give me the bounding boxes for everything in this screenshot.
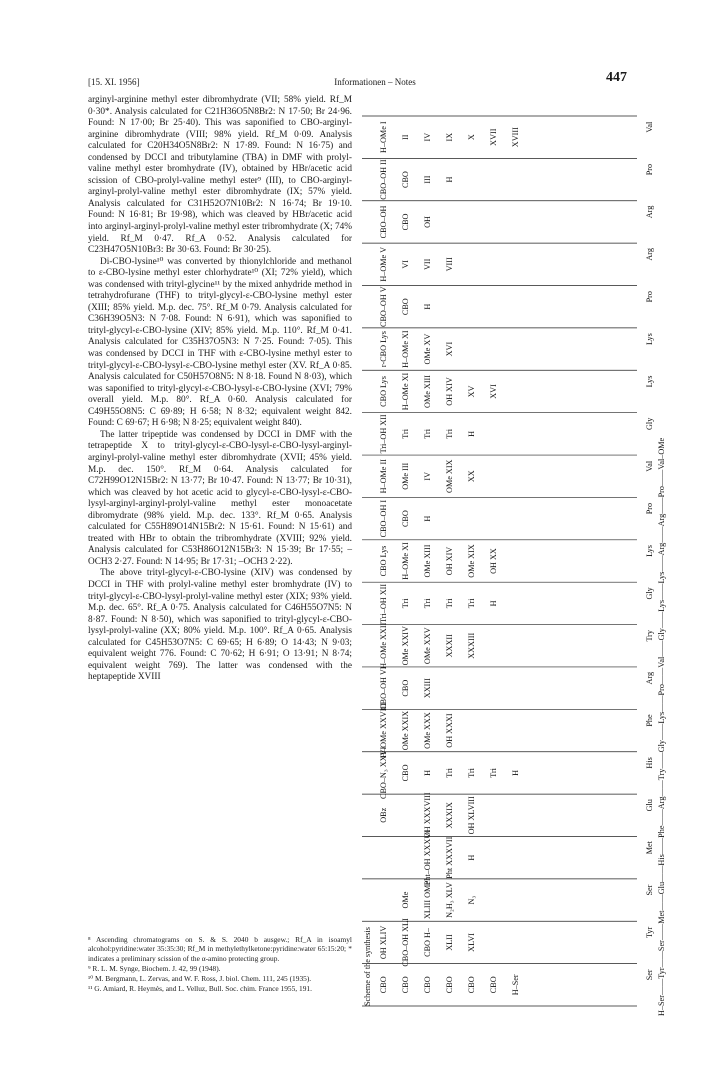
residue-label: Lys — [645, 545, 654, 557]
header-date: [15. XI. 1956] — [88, 77, 140, 87]
scheme-cell: CBO–OH — [379, 205, 388, 239]
scheme-cell: XVII — [489, 128, 498, 146]
scheme-cell: CBO — [379, 976, 388, 994]
scheme-cell: OMe III — [401, 462, 410, 490]
footnote-11: ¹¹ G. Amiard, R. Heymès, and L. Velluz, Bull. Soc. chim. France 1955, 191. — [88, 983, 312, 993]
scheme-cell: Tri — [445, 768, 454, 778]
scheme-cell: CBO — [401, 298, 410, 316]
residue-label: Pro — [645, 502, 654, 515]
scheme-cell: II — [401, 134, 410, 140]
scheme-cell: H–OMe XI — [401, 372, 410, 411]
residue-label: Lys — [645, 333, 654, 346]
scheme-cell: OH XIV — [445, 377, 454, 406]
scheme-cell: OH XIV — [445, 546, 454, 576]
scheme-cell: IV — [423, 132, 432, 142]
scheme-cell: XXXIII — [467, 632, 476, 659]
scheme-cell: N₂H₃ XLV — [445, 882, 454, 918]
scheme-cell: XV — [467, 385, 476, 398]
scheme-cell: CBO–OH VI — [379, 666, 388, 710]
scheme-cell: X — [467, 134, 476, 141]
header-section: Informationen – Notes — [334, 77, 416, 87]
scheme-cell: OH XXXVIII — [423, 792, 432, 839]
scheme-cell: CBO–OH II — [379, 159, 388, 200]
residue-label: Phe — [645, 714, 654, 727]
scheme-cell: CBO — [401, 171, 410, 188]
scheme-cell: OMe XIII — [423, 544, 432, 578]
scheme-cell: H — [511, 769, 520, 776]
scheme-cell: H–OMe XI — [401, 542, 410, 580]
scheme-cell: H–OMe I — [379, 121, 388, 153]
scheme-cell: H — [423, 303, 432, 310]
scheme-cell: XLIII OMe — [423, 881, 432, 920]
scheme-cell: XXXIX — [445, 802, 454, 829]
scheme-cell: VI — [401, 260, 410, 269]
residue-label: Arg — [645, 671, 654, 685]
scheme-cell: CBO — [401, 976, 410, 994]
scheme-cell: XVIII — [511, 127, 520, 148]
scheme-cell: CBO — [423, 976, 432, 994]
scheme-cell: H — [467, 430, 476, 437]
scheme-title: Scheme of the synthesis — [363, 927, 372, 1006]
footnote-9: ⁹ R. L. M. Synge, Biochem. J. 42, 99 (1948). — [88, 963, 221, 973]
scheme-cell: CBO–OH V — [379, 286, 388, 328]
residue-label: His — [645, 757, 654, 769]
scheme-cell: Pht–OH XXXVI — [423, 830, 432, 886]
scheme-cell: CBO Lys — [379, 545, 388, 577]
sequence-line: H–Ser——Tyr——Ser——Met——Glu——His——Phe——Arg——Try——Gly——Lys——Pro——Val——Gly——Lys——Lys——Arg——Arg——Pro——Val–OMe — [657, 437, 666, 1016]
residue-label: Lys — [645, 375, 654, 388]
scheme-cell: OH XX — [489, 548, 498, 574]
scheme-cell: OMe XV — [423, 333, 432, 365]
synthesis-scheme — [362, 96, 672, 1026]
scheme-cell: OMe XXX — [423, 712, 432, 749]
scheme-cell: Tri — [401, 428, 410, 439]
residue-label: Pro — [645, 291, 654, 303]
scheme-cell: N₃ — [467, 895, 476, 905]
paragraph-1: arginyl-arginine methyl ester dibromhydrate (VII; 58% yield. Rf_M 0·30*. Analysis calculated for C21H36O5N8Br2: N 17·50; Br 24·96. Found: N 17·00; Br 25·40). This was saponified to CBO-arginyl-arginine dibromhydrate (VIII; 98% yield. Rf_M 0·09. Analysis calculated for C20H34O5N8Br2: N 17·89. Found: N 16·75) and condensed by DCCI and tributylamine (TBA) in DMF with prolyl-valine methyl ester bromhydrate (IV), obtained by HBr/acetic acid scission of CBO-prolyl-valine methyl ester⁹ (III), to CBO-arginyl-arginyl-prolyl-valine methyl ester dibromhydrate (IX; 57% yield. Analysis calculated for C31H52O7N10Br2: N 16·74; Br 19·10. Found: N 16·81; Br 19·98), which was cleaved by HBr/acetic acid into arginyl-arginyl-prolyl-valine methyl ester tribromhydrate (X; 74% yield. Rf_M 0·47. Rf_A 0·52. Analysis calculated for C23H47O5N10Br3: Br 30·63. Found: Br 30·25). — [88, 95, 352, 256]
scheme-cell: H — [445, 176, 454, 183]
scheme-cell: OBz — [379, 807, 388, 823]
scheme-cell: VIII — [445, 257, 454, 272]
residue-label: Gly — [645, 587, 654, 600]
scheme-cell: OMe XIX — [467, 544, 476, 578]
scheme-cell: H–Ser — [511, 974, 520, 996]
residue-label: Val — [645, 121, 654, 133]
scheme-cell: H — [467, 854, 476, 861]
residue-label: Val — [645, 460, 654, 472]
scheme-cell: r-CBO Lys — [379, 331, 388, 368]
scheme-cell: CBO–OH I — [379, 499, 388, 538]
body-text-column — [88, 95, 352, 684]
scheme-cell: Tri–OH XII — [379, 583, 388, 623]
scheme-cell: CBO — [467, 976, 476, 994]
scheme-cell: CBO Lys — [379, 376, 388, 407]
scheme-cell: CBO — [401, 764, 410, 782]
footnote-10: ¹⁰ M. Bergmann, L. Zervas, and W. F. Ross, J. biol. Chem. 111, 245 (1935). — [88, 973, 312, 983]
scheme-cell: H–OMe XXII — [379, 622, 388, 669]
scheme-cell: OMe XXV — [423, 627, 432, 665]
residue-label: Ser — [645, 969, 654, 981]
residue-label: Arg — [645, 205, 654, 219]
scheme-cell: H–OMe XI — [401, 330, 410, 368]
scheme-cell: OH XLVIII — [467, 796, 476, 835]
scheme-cell: H — [423, 769, 432, 776]
page-number: 447 — [606, 70, 627, 85]
scheme-cell: Tri — [423, 598, 432, 609]
scheme-cell: CBO H– — [423, 927, 432, 957]
scheme-cell: Pht XXXVII — [445, 836, 454, 879]
scheme-cell: VII — [423, 258, 432, 271]
scheme-cell: XLII — [445, 934, 454, 951]
scheme-cell: OH XLIV — [379, 925, 388, 960]
scheme-cell: Tri — [489, 768, 498, 778]
scheme-cell: IX — [445, 132, 454, 142]
scheme-cell: OMe XXIX — [401, 710, 410, 751]
scheme-cell: XXIII — [423, 678, 432, 699]
scheme-cell: Tri–OH XII — [379, 414, 388, 454]
scheme-cell: CBO — [489, 976, 498, 994]
scheme-cell: XVI — [445, 341, 454, 357]
scheme-cell: CBO — [445, 976, 454, 994]
scheme-cell: III — [423, 175, 432, 184]
residue-label: Try — [645, 629, 654, 642]
scheme-cell: OMe — [401, 891, 410, 909]
scheme-cell: OMe XIII — [423, 374, 432, 408]
scheme-cell: H — [489, 600, 498, 607]
scheme-cell: H — [423, 515, 432, 522]
scheme-cell: OMe XXIV — [401, 626, 410, 666]
scheme-cell: H–OMe V — [379, 247, 388, 282]
scheme-cell: OMe XIX — [445, 459, 454, 493]
scheme-cell: Tri — [423, 428, 432, 439]
scheme-cell: OH — [423, 216, 432, 228]
residue-label: Gly — [645, 417, 654, 430]
paragraph-3: The latter tripeptide was condensed by DCCI in DMF with the tetrapeptide X to trityl-glycyl-ε-CBO-lysyl-ε-CBO-lysyl-arginyl-arginyl-prolyl-valine methyl ester dibromhydrate (XVII; 45% yield. M.p. dec. 150°. Rf_M 0·64. Analysis calculated for C72H99O12N15Br2: N 13·77; Br 10·47. Found: N 13·77; Br 10·31), which was cleaved by hot acetic acid to glycyl-ε-CBO-lysyl-ε-CBO-lysyl-arginyl-arginyl-prolyl-valine methyl ester monoacetate dibromydrate (98% yield. M.p. dec. 133°. Rf_M 0·65. Analysis calculated for C55H89O14N15Br2: N 15·61. Found: N 15·61) and treated with HBr to obtain the tribromhydrate (XVIII; 92% yield. Analysis calculated for C53H86O12N15Br3: N 15·39; Br 17·55; –OCH3 2·27. Found: N 14·95; Br 17·31; –OCH3 2·22). — [88, 429, 352, 567]
scheme-cell: IV — [423, 471, 432, 481]
residue-label: Glu — [645, 799, 654, 812]
paragraph-2: Di-CBO-lysine¹⁰ was converted by thionylchloride and methanol to ε-CBO-lysine methyl ester chlorhydrate¹⁰ (XI; 72% yield), which was condensed with trityl-glycine¹¹ by the mixed anhydride method in tetrahydrofurane (THF) to trityl-glycyl-ε-CBO-lysine methyl ester (XIII; 85% yield. M.p. dec. 75°. Rf_M 0·79. Analysis calculated for C36H39O5N3: N 7·08. Found: N 6·91), which was saponified to trityl-glycyl-ε-CBO-lysine (XIV; 85% yield. M.p. 110°. Rf_M 0·41. Analysis calculated for C35H37O5N3: N 7·25. Found: 7·05). This was condensed by DCCI in THF with ε-CBO-lysine methyl ester to trityl-glycyl-ε-CBO-lysyl-ε-CBO-lysine methyl ester (XV. Rf_A 0·85. Analysis calculated for C50H57O8N5: N 8·18. Found N 8·03), which was saponified to trityl-glycyl-ε-CBO-lysyl-ε-CBO-lysine (XVI; 79% overall yield. M.p. 80°. Rf_A 0·60. Analysis calculated for C49H55O8N5: C 69·89; H 6·58; N 8·32; equivalent weight 842. Found: C 69·67; H 6·98; N 8·25; equivalent weight 840). — [88, 256, 352, 429]
scheme-cell: Tri — [467, 768, 476, 778]
residue-label: Arg — [645, 248, 654, 261]
paragraph-4: The above trityl-glycyl-ε-CBO-lysine (XIV) was condensed by DCCI in THF with prolyl-valine methyl ester bromhydrate (IV) to trityl-glycyl-ε-CBO-lysyl-prolyl-valine methyl ester (XIX; 93% yield. M.p. dec. 65°. Rf_A 0·75. Analysis calculated for C46H55O7N5: N 8·87. Found: N 8·50), which was saponified to trityl-glycyl-ε-CBO-lysyl-prolyl-valine (XX; 80% yield. M.p. 100°. Rf_A 0·65. Analysis calculated for C45H53O7N5: C 69·65; H 6·89; O 14·43; N 9·03; equivalent weight 776. Found: C 70·62; H 6·91; O 13·91; N 8·74; equivalent weight 769). The latter was condensed with the heptapeptide XVIII — [88, 568, 352, 683]
scheme-cell: CBO — [401, 679, 410, 697]
scheme-cell: Tri — [401, 598, 410, 609]
residue-label: Pro — [645, 163, 654, 176]
footnotes — [88, 935, 352, 993]
scheme-cell: CBO — [401, 510, 410, 528]
scheme-cell: CBO — [401, 213, 410, 231]
scheme-cell: H–OMe XXVIII — [379, 703, 388, 758]
footnote-8: ⁸ Ascending chromatograms on S. & S. 2040 b ausgew.; Rf_A in isoamyl alcohol:pyridine:water 35:35:30; Rf_M in methylethylketone:pyridine:water 65:15:20; * indicates a preliminary scission of the α-amino protecting group. — [88, 935, 352, 963]
scheme-cell: Tri — [445, 428, 454, 439]
scheme-cell: CBO–OH XLI — [401, 918, 410, 967]
scheme-cell: CBO–N₃ XXVI — [379, 746, 388, 800]
residue-label: Tyr — [645, 926, 654, 939]
scheme-cell: XLVI — [467, 933, 476, 952]
scheme-cell: XXXII — [445, 634, 454, 658]
scheme-cell: Tri — [445, 598, 454, 609]
scheme-cell: Tri — [467, 598, 476, 609]
scheme-cell: H–OMe II — [379, 459, 388, 494]
residue-label: Ser — [645, 884, 654, 896]
scheme-cell: XVI — [489, 384, 498, 399]
synthesis-scheme-graphic — [362, 96, 672, 1026]
scheme-cell: XX — [467, 470, 476, 483]
residue-label: Met — [645, 841, 654, 855]
scheme-cell: OH XXXI — [445, 713, 454, 748]
